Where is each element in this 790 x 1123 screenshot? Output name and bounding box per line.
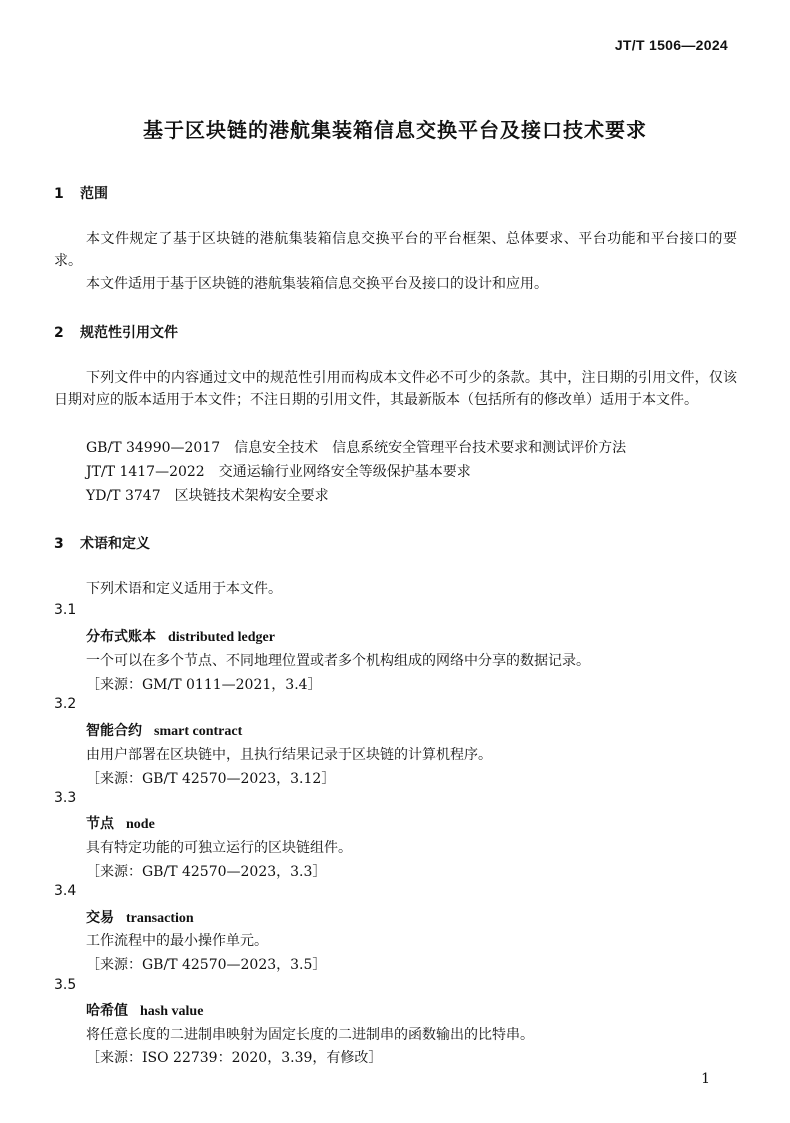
document-code: JT/T 1506—2024 bbox=[614, 37, 728, 53]
term-en: smart contract bbox=[154, 724, 243, 739]
term-name bbox=[86, 626, 275, 646]
term-name bbox=[86, 907, 194, 927]
term-zh: 智能合约 bbox=[86, 723, 142, 739]
section-number: 3 bbox=[54, 536, 64, 552]
section-title: 术语和定义 bbox=[80, 536, 150, 552]
term-number: 3.1 bbox=[54, 602, 77, 618]
term-number: 3.5 bbox=[54, 977, 77, 993]
reference-item: JT/T 1417—2022 交通运输行业网络安全等级保护基本要求 bbox=[86, 464, 471, 480]
page-title: 基于区块链的港航集装箱信息交换平台及接口技术要求 bbox=[143, 118, 647, 142]
term-zh: 哈希值 bbox=[86, 1003, 128, 1019]
term-definition: 由用户部署在区块链中，且执行结果记录于区块链的计算机程序。 bbox=[86, 747, 492, 763]
reference-item: YD/T 3747 区块链技术架构安全要求 bbox=[86, 488, 329, 504]
term-definition: 工作流程中的最小操作单元。 bbox=[86, 933, 268, 949]
term-source: ［来源：GB/T 42570—2023，3.12］ bbox=[86, 771, 336, 787]
term-en: node bbox=[126, 817, 155, 832]
section-number: 2 bbox=[54, 325, 64, 341]
section-title: 范围 bbox=[80, 186, 108, 202]
term-name bbox=[86, 720, 242, 740]
term-number: 3.2 bbox=[54, 696, 77, 712]
paragraph: 下列文件中的内容通过文中的规范性引用而构成本文件必不可少的条款。其中，注日期的引用文件，仅该日期对应的版本适用于本文件；不注日期的引用文件，其最新版本（包括所有的修改单）适用于本文件。 bbox=[54, 370, 737, 408]
section-number: 1 bbox=[54, 186, 64, 202]
term-zh: 交易 bbox=[86, 910, 114, 926]
term-definition: 一个可以在多个节点、不同地理位置或者多个机构组成的网络中分享的数据记录。 bbox=[86, 653, 590, 669]
term-number: 3.4 bbox=[54, 883, 77, 899]
term-zh: 分布式账本 bbox=[86, 629, 156, 645]
term-number: 3.3 bbox=[54, 790, 77, 806]
paragraph: 本文件规定了基于区块链的港航集装箱信息交换平台的平台框架、总体要求、平台功能和平台接口的要求。 bbox=[54, 231, 737, 269]
term-source: ［来源：GB/T 42570—2023，3.5］ bbox=[86, 957, 327, 973]
section-heading-1 bbox=[54, 183, 108, 203]
paragraph: 本文件适用于基于区块链的港航集装箱信息交换平台及接口的设计和应用。 bbox=[86, 276, 548, 292]
term-definition: 具有特定功能的可独立运行的区块链组件。 bbox=[86, 840, 352, 856]
section-heading-3 bbox=[54, 533, 150, 553]
term-en: transaction bbox=[126, 911, 194, 926]
term-zh: 节点 bbox=[86, 816, 114, 832]
section-title: 规范性引用文件 bbox=[80, 325, 178, 341]
term-definition: 将任意长度的二进制串映射为固定长度的二进制串的函数输出的比特串。 bbox=[86, 1027, 534, 1043]
section-intro: 下列术语和定义适用于本文件。 bbox=[86, 581, 282, 597]
section-heading-2 bbox=[54, 322, 178, 342]
term-en: hash value bbox=[140, 1004, 204, 1019]
term-source: ［来源：ISO 22739：2020，3.39，有修改］ bbox=[86, 1050, 383, 1066]
term-source: ［来源：GM/T 0111—2021，3.4］ bbox=[86, 677, 322, 693]
page-number: 1 bbox=[701, 1071, 710, 1087]
term-source: ［来源：GB/T 42570—2023，3.3］ bbox=[86, 864, 327, 880]
reference-item: GB/T 34990—2017 信息安全技术 信息系统安全管理平台技术要求和测试评价方法 bbox=[86, 440, 627, 456]
term-name bbox=[86, 1000, 203, 1020]
term-name bbox=[86, 813, 155, 833]
term-en: distributed ledger bbox=[168, 630, 275, 645]
